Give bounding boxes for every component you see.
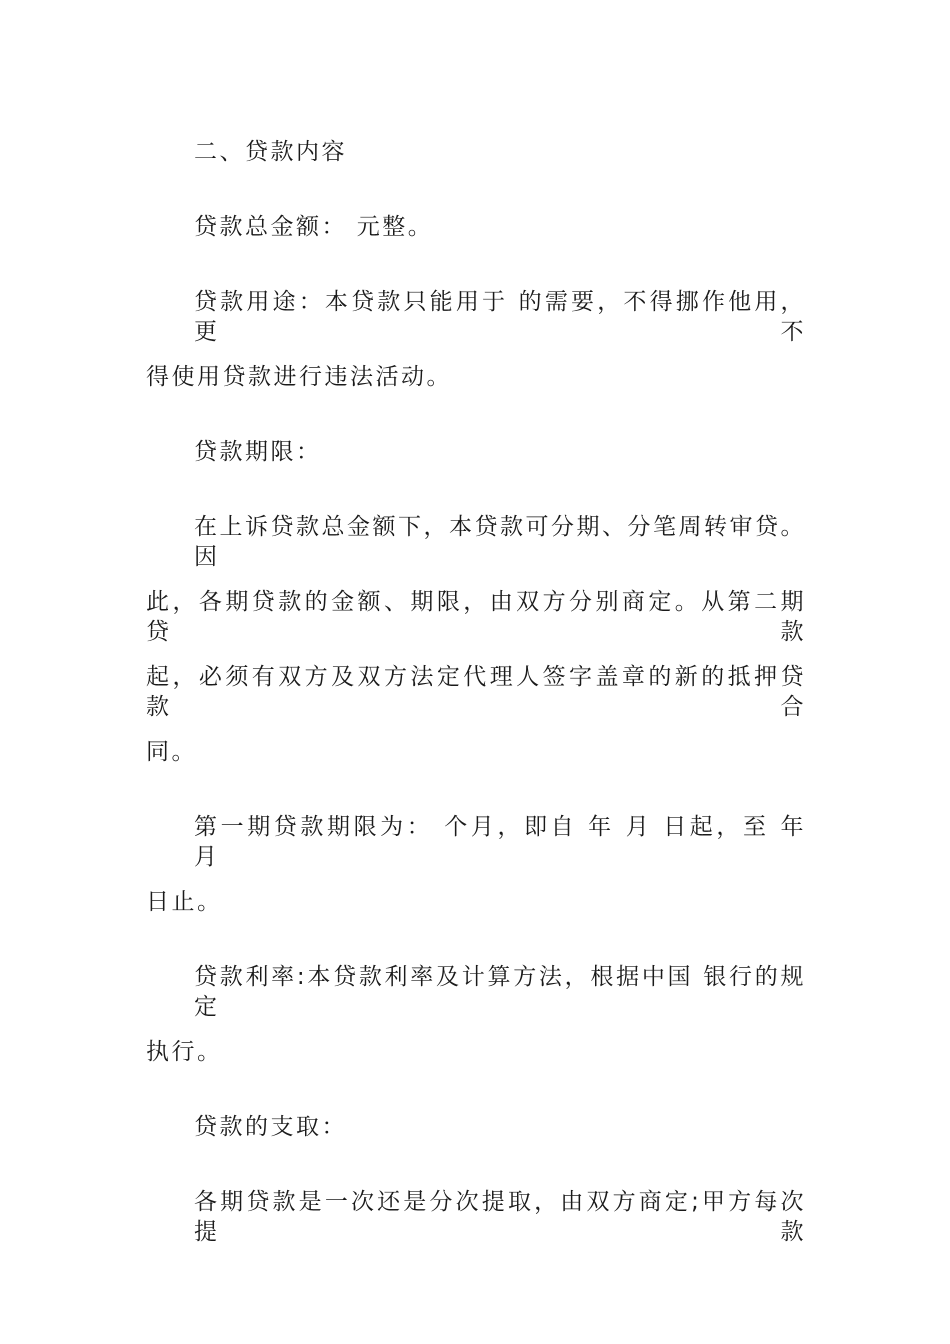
- loan-total-amount-line: 贷款总金额： 元整。: [194, 214, 434, 240]
- loan-term-heading: 贷款期限：: [194, 439, 322, 465]
- loan-term-paragraph-line-3: 起，必须有双方及双方法定代理人签字盖章的新的抵押贷款合: [146, 664, 806, 720]
- loan-purpose-continuation: 得使用贷款进行违法活动。: [146, 364, 452, 390]
- loan-purpose-line: 贷款用途：本贷款只能用于 的需要，不得挪作他用，更不: [194, 289, 806, 345]
- interest-rate-continuation: 执行。: [146, 1039, 223, 1065]
- interest-rate-line: 贷款利率:本贷款利率及计算方法，根据中国 银行的规定: [194, 964, 806, 1020]
- first-term-line: 第一期贷款期限为： 个月，即自 年 月 日起，至 年 月: [194, 814, 806, 870]
- first-term-continuation: 日止。: [146, 889, 223, 915]
- withdrawal-heading: 贷款的支取：: [194, 1114, 347, 1140]
- section-heading: 二、贷款内容: [194, 139, 347, 165]
- loan-term-paragraph-line-4: 同。: [146, 739, 197, 765]
- withdrawal-paragraph-line-1: 各期贷款是一次还是分次提取，由双方商定;甲方每次提款: [194, 1189, 806, 1245]
- loan-term-paragraph-line-2: 此，各期贷款的金额、期限，由双方分别商定。从第二期贷款: [146, 589, 806, 645]
- loan-term-paragraph-line-1: 在上诉贷款总金额下，本贷款可分期、分笔周转审贷。因: [194, 514, 806, 570]
